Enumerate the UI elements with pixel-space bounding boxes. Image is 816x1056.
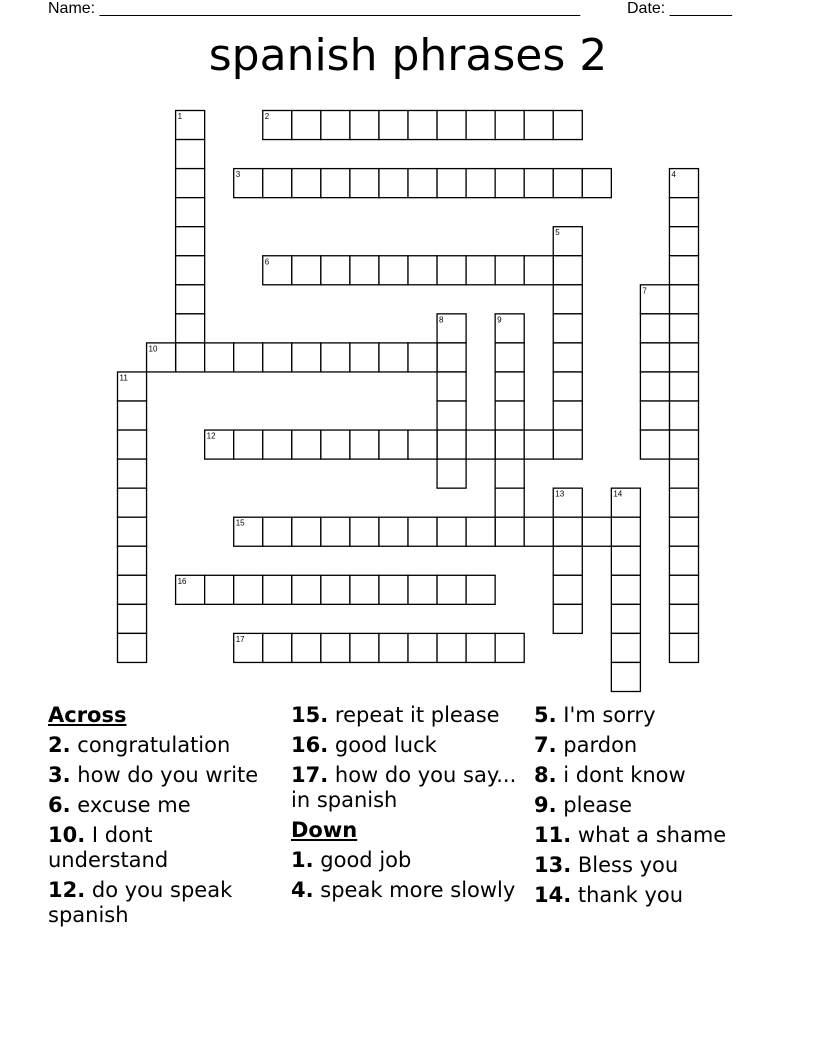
clue-text: thank you (577, 883, 684, 907)
grid-cell[interactable] (118, 372, 147, 401)
grid-cell[interactable] (234, 575, 263, 604)
clue-number-label: 11 (119, 373, 128, 383)
grid-cell[interactable] (118, 604, 147, 633)
clue-number: 15. (291, 703, 329, 727)
grid-cell[interactable] (292, 430, 321, 459)
clue-text: do you speak spanish (48, 878, 233, 927)
clue-number: 1. (291, 848, 314, 872)
grid-cell[interactable] (553, 430, 582, 459)
grid-cell[interactable] (524, 430, 553, 459)
grid-cell[interactable] (321, 575, 350, 604)
down-clue-11 (534, 823, 794, 848)
grid-cell[interactable] (524, 256, 553, 285)
clue-text: repeat it please (334, 703, 500, 727)
clue-text: congratulation (77, 733, 231, 757)
clue-number-label: 6 (264, 257, 270, 267)
clue-text: what a shame (577, 823, 727, 847)
clue-number: 2. (48, 733, 71, 757)
grid-cell[interactable] (553, 604, 582, 633)
clue-number: 17. (291, 763, 329, 787)
grid-cell[interactable] (495, 430, 524, 459)
grid-cell[interactable] (553, 314, 582, 343)
grid-cell[interactable] (321, 633, 350, 662)
grid-cell[interactable] (466, 169, 495, 198)
grid-cell[interactable] (611, 546, 640, 575)
down-clue-8 (534, 763, 794, 788)
grid-cell[interactable] (379, 111, 408, 140)
grid-cell[interactable] (495, 517, 524, 546)
grid-cell[interactable] (292, 111, 321, 140)
grid-cell[interactable] (437, 633, 466, 662)
grid-cell[interactable] (669, 459, 698, 488)
clue-text: pardon (563, 733, 638, 757)
down-clue-5 (534, 703, 794, 728)
clue-number-label: 14 (613, 489, 623, 499)
grid-cell[interactable] (118, 430, 147, 459)
grid-cell[interactable] (524, 169, 553, 198)
page-title: spanish phrases 2 (208, 30, 608, 81)
grid-cell[interactable] (205, 575, 234, 604)
clue-number: 9. (534, 793, 557, 817)
clue-number: 13. (534, 853, 572, 877)
clue-text: how do you say... in spanish (291, 763, 517, 812)
down-clue-1 (291, 848, 521, 873)
grid-cell[interactable] (611, 633, 640, 662)
down-clue-4 (291, 878, 521, 903)
clue-text: speak more slowly (320, 878, 516, 902)
grid-cell[interactable] (263, 430, 292, 459)
grid-cell[interactable] (408, 575, 437, 604)
grid-cell[interactable] (553, 256, 582, 285)
grid-cell[interactable] (118, 401, 147, 430)
clue-number-label: 9 (497, 315, 502, 325)
grid-cell[interactable] (495, 314, 524, 343)
grid-cell[interactable] (553, 517, 582, 546)
grid-cell[interactable] (640, 401, 669, 430)
grid-cell[interactable] (669, 285, 698, 314)
clue-number: 12. (48, 878, 86, 902)
clue-text: good job (320, 848, 412, 872)
grid-cell[interactable] (234, 517, 263, 546)
grid-cell[interactable] (669, 314, 698, 343)
grid-cell[interactable] (350, 343, 379, 372)
clue-number-label: 15 (235, 518, 245, 528)
grid-cell[interactable] (292, 256, 321, 285)
grid-cell[interactable] (553, 372, 582, 401)
grid-cell[interactable] (669, 575, 698, 604)
grid-cell[interactable] (669, 256, 698, 285)
grid-cell[interactable] (495, 633, 524, 662)
grid-cell[interactable] (611, 488, 640, 517)
clue-text: I'm sorry (563, 703, 656, 727)
grid-cell[interactable] (437, 169, 466, 198)
grid-cell[interactable] (495, 372, 524, 401)
grid-cell[interactable] (350, 633, 379, 662)
grid-cell[interactable] (292, 575, 321, 604)
grid-cell[interactable] (292, 343, 321, 372)
grid-cell[interactable] (118, 488, 147, 517)
clue-number-label: 10 (148, 344, 158, 354)
grid-cell[interactable] (263, 633, 292, 662)
grid-cell[interactable] (350, 575, 379, 604)
grid-cell[interactable] (205, 430, 234, 459)
grid-cell[interactable] (176, 169, 205, 198)
across-clue-6 (48, 793, 278, 818)
clue-number: 16. (291, 733, 329, 757)
across-clue-12 (48, 878, 278, 928)
grid-cell[interactable] (176, 111, 205, 140)
grid-cell[interactable] (553, 169, 582, 198)
grid-cell[interactable] (379, 633, 408, 662)
grid-cell[interactable] (176, 343, 205, 372)
clues-column-3 (534, 703, 794, 913)
grid-cell[interactable] (640, 314, 669, 343)
grid-cell[interactable] (263, 517, 292, 546)
date-line: Date: _______ (627, 0, 732, 17)
name-line: Name: ______________________________________________________ (48, 0, 581, 17)
grid-cell[interactable] (640, 285, 669, 314)
clue-number: 5. (534, 703, 557, 727)
grid-cell[interactable] (553, 285, 582, 314)
grid-cell[interactable] (263, 111, 292, 140)
clue-text: i dont know (563, 763, 686, 787)
grid-cell[interactable] (495, 459, 524, 488)
down-clue-9 (534, 793, 794, 818)
grid-cell[interactable] (495, 169, 524, 198)
grid-cell[interactable] (234, 343, 263, 372)
clue-number-label: 4 (671, 170, 676, 180)
clue-number-label: 3 (235, 170, 241, 180)
grid-cell[interactable] (495, 488, 524, 517)
grid-cell[interactable] (176, 227, 205, 256)
grid-cell[interactable] (176, 575, 205, 604)
down-heading: Down (291, 818, 358, 842)
grid-cell[interactable] (437, 517, 466, 546)
clues-column-1 (48, 703, 278, 933)
grid-cell[interactable] (321, 343, 350, 372)
grid-cell[interactable] (669, 517, 698, 546)
grid-cell[interactable] (263, 343, 292, 372)
clue-text: Bless you (577, 853, 679, 877)
across-heading: Across (48, 703, 127, 727)
grid-cell[interactable] (437, 575, 466, 604)
grid-cell[interactable] (350, 430, 379, 459)
clue-number: 10. (48, 823, 86, 847)
grid-cell[interactable] (118, 633, 147, 662)
grid-cell[interactable] (379, 575, 408, 604)
grid-cell[interactable] (118, 546, 147, 575)
clue-number-label: 5 (555, 228, 560, 238)
grid-cell[interactable] (495, 256, 524, 285)
grid-cell[interactable] (118, 575, 147, 604)
grid-cell[interactable] (582, 517, 611, 546)
grid-cell[interactable] (669, 604, 698, 633)
clue-number-label: 13 (555, 489, 565, 499)
grid-cell[interactable] (640, 430, 669, 459)
grid-cell[interactable] (118, 459, 147, 488)
down-clue-7 (534, 733, 794, 758)
grid-cell[interactable] (437, 111, 466, 140)
grid-cell[interactable] (669, 430, 698, 459)
grid-cell[interactable] (234, 633, 263, 662)
grid-cell[interactable] (408, 517, 437, 546)
grid-cell[interactable] (176, 314, 205, 343)
clue-number-label: 1 (177, 112, 183, 121)
down-clue-14 (534, 883, 794, 908)
grid-cell[interactable] (640, 343, 669, 372)
clue-text: good luck (334, 733, 437, 757)
grid-cell[interactable] (669, 372, 698, 401)
grid-cell[interactable] (495, 111, 524, 140)
grid-cell[interactable] (379, 256, 408, 285)
clue-number: 7. (534, 733, 557, 757)
grid-cell[interactable] (321, 517, 350, 546)
grid-cell[interactable] (292, 633, 321, 662)
clues-column-2 (291, 703, 521, 908)
grid-cell[interactable] (350, 256, 379, 285)
down-clue-13 (534, 853, 794, 878)
grid-cell[interactable] (669, 546, 698, 575)
grid-cell[interactable] (263, 169, 292, 198)
clue-number: 6. (48, 793, 71, 817)
grid-cell[interactable] (350, 517, 379, 546)
grid-cell[interactable] (379, 343, 408, 372)
clue-number-label: 16 (177, 576, 187, 586)
grid-cell[interactable] (524, 517, 553, 546)
grid-cell[interactable] (611, 517, 640, 546)
grid-cell[interactable] (118, 517, 147, 546)
grid-cell[interactable] (437, 430, 466, 459)
grid-cell[interactable] (495, 401, 524, 430)
grid-cell[interactable] (437, 343, 466, 372)
grid-cell[interactable] (437, 314, 466, 343)
grid-cell[interactable] (611, 604, 640, 633)
grid-cell[interactable] (669, 401, 698, 430)
grid-cell[interactable] (437, 401, 466, 430)
grid-cell[interactable] (524, 111, 553, 140)
clue-number-label: 12 (206, 431, 216, 441)
grid-cell[interactable] (147, 343, 176, 372)
grid-cell[interactable] (640, 372, 669, 401)
grid-cell[interactable] (466, 633, 495, 662)
grid-cell[interactable] (321, 169, 350, 198)
grid-cell[interactable] (669, 633, 698, 662)
grid-cell[interactable] (553, 488, 582, 517)
grid-cell[interactable] (234, 430, 263, 459)
grid-cell[interactable] (350, 169, 379, 198)
grid-cell[interactable] (292, 517, 321, 546)
grid-cell[interactable] (466, 111, 495, 140)
grid-cell[interactable] (669, 169, 698, 198)
grid-cell[interactable] (263, 256, 292, 285)
across-clue-15 (291, 703, 521, 728)
grid-cell[interactable] (205, 343, 234, 372)
grid-cell[interactable] (553, 111, 582, 140)
across-clue-17 (291, 763, 521, 813)
grid-cell[interactable] (379, 517, 408, 546)
grid-cell[interactable] (611, 662, 640, 691)
clue-number-label: 17 (235, 634, 245, 644)
grid-cell[interactable] (321, 430, 350, 459)
grid-cell[interactable] (582, 169, 611, 198)
grid-cell[interactable] (553, 227, 582, 256)
grid-cell[interactable] (408, 169, 437, 198)
grid-cell[interactable] (669, 198, 698, 227)
grid-cell[interactable] (408, 256, 437, 285)
grid-cell[interactable] (553, 343, 582, 372)
clue-number: 3. (48, 763, 71, 787)
grid-cell[interactable] (553, 546, 582, 575)
grid-cell[interactable] (611, 575, 640, 604)
grid-cell[interactable] (176, 285, 205, 314)
clue-number: 14. (534, 883, 572, 907)
grid-cell[interactable] (292, 169, 321, 198)
grid-cell[interactable] (553, 575, 582, 604)
grid-cell[interactable] (495, 343, 524, 372)
grid-cell[interactable] (234, 169, 263, 198)
grid-cell[interactable] (321, 256, 350, 285)
clue-text: how do you write (77, 763, 259, 787)
across-clue-16 (291, 733, 521, 758)
grid-cell[interactable] (379, 169, 408, 198)
grid-cell[interactable] (437, 372, 466, 401)
grid-cell[interactable] (437, 459, 466, 488)
grid-cell[interactable] (437, 256, 466, 285)
across-clue-3 (48, 763, 278, 788)
grid-cell[interactable] (466, 256, 495, 285)
clue-number: 8. (534, 763, 557, 787)
grid-cell[interactable] (553, 401, 582, 430)
grid-cell[interactable] (379, 430, 408, 459)
grid-cell[interactable] (263, 575, 292, 604)
grid-cell[interactable] (669, 488, 698, 517)
across-clue-10 (48, 823, 278, 873)
grid-cell[interactable] (321, 111, 350, 140)
clue-number: 4. (291, 878, 314, 902)
grid-cell[interactable] (466, 517, 495, 546)
clue-text: I dont understand (48, 823, 169, 872)
grid-cell[interactable] (176, 198, 205, 227)
clue-text: excuse me (77, 793, 191, 817)
grid-cell[interactable] (176, 140, 205, 169)
grid-cell[interactable] (669, 227, 698, 256)
grid-cell[interactable] (408, 111, 437, 140)
clue-number: 11. (534, 823, 572, 847)
grid-cell[interactable] (669, 343, 698, 372)
grid-cell[interactable] (466, 430, 495, 459)
across-clue-2 (48, 733, 278, 758)
grid-cell[interactable] (466, 575, 495, 604)
grid-cell[interactable] (408, 633, 437, 662)
grid-cell[interactable] (176, 256, 205, 285)
grid-cell[interactable] (408, 343, 437, 372)
clue-text: please (563, 793, 633, 817)
grid-cell[interactable] (350, 111, 379, 140)
clue-number-label: 8 (439, 315, 444, 325)
clue-number-label: 2 (264, 112, 270, 121)
grid-cell[interactable] (408, 430, 437, 459)
clue-number-label: 7 (642, 286, 647, 296)
